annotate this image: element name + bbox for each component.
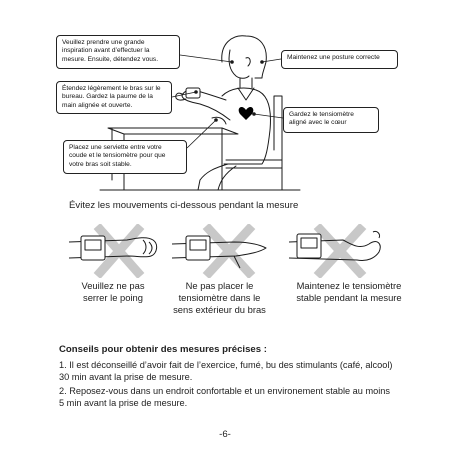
tip-line: 1. Il est déconseillé d’avoir fait de l’exercice, fumé, bu des stimulants (café, alcool) — [59, 360, 393, 370]
caption-line: tensiomètre dans le — [178, 292, 261, 303]
avoid-movements-heading: Évitez les mouvements ci-dessous pendant la mesure — [69, 200, 299, 211]
tip-line: 2. Reposez-vous dans un endroit confortable et un environement stable au moins — [59, 386, 390, 396]
callout-line: Étendez légèrement le bras sur le — [62, 85, 161, 92]
heart-icon — [239, 107, 254, 120]
callout-line: votre bras soit stable. — [69, 160, 132, 168]
tips-section — [59, 344, 419, 412]
callout-line: Veuillez prendre une grande — [62, 39, 145, 46]
callout-line: mesure. Ensuite, détendez vous. — [62, 55, 159, 63]
callout-line: main alignée et ouverte. — [62, 101, 133, 109]
callout-towel-under-elbow — [63, 140, 187, 174]
tip-line: 5 min avant la prise de mesure. — [59, 397, 188, 408]
tip-line: 30 min avant la prise de mesure. — [59, 371, 193, 382]
table — [108, 128, 238, 134]
person-hair — [222, 36, 267, 78]
callout-extend-arm — [56, 81, 172, 114]
caption-line: Veuillez ne pas — [81, 280, 145, 291]
caption-line: Ne pas placer le — [185, 280, 254, 291]
caption-line: Maintenez le tensiomètre — [296, 280, 402, 291]
callout-line: Maintenez une posture correcte — [287, 54, 380, 61]
pose-caption-keep-stable — [285, 280, 413, 304]
callout-line: aligné avec le cœur — [289, 119, 347, 127]
tip-item — [59, 386, 419, 409]
callout-heart-level — [283, 107, 379, 133]
pose-caption-fist — [58, 280, 168, 304]
chair — [274, 96, 282, 190]
tip-item — [59, 360, 419, 383]
callout-line: Gardez le tensiomètre — [289, 111, 354, 118]
wrist-fist-crossed-icon — [67, 224, 167, 278]
callout-line: inspiration avant d’effectuer la — [62, 47, 150, 55]
page-number: -6- — [219, 429, 231, 440]
wrist-outer-side-crossed-icon — [170, 224, 270, 278]
caption-line: serrer le poing — [83, 292, 143, 303]
pose-caption-outer-side — [157, 280, 282, 316]
callout-correct-posture — [281, 50, 398, 69]
caption-line: sens extérieur du bras — [173, 304, 266, 315]
callout-deep-breath — [56, 35, 180, 69]
callout-line: coude et le tensiomètre pour que — [69, 152, 166, 160]
tips-title: Conseils pour obtenir des mesures précises : — [59, 344, 267, 355]
callout-line: bureau. Gardez la paume de la — [62, 93, 153, 101]
callout-line: Placez une serviette entre votre — [69, 144, 162, 151]
wrist-moving-crossed-icon — [287, 224, 387, 278]
caption-line: stable pendant la mesure — [296, 292, 402, 303]
